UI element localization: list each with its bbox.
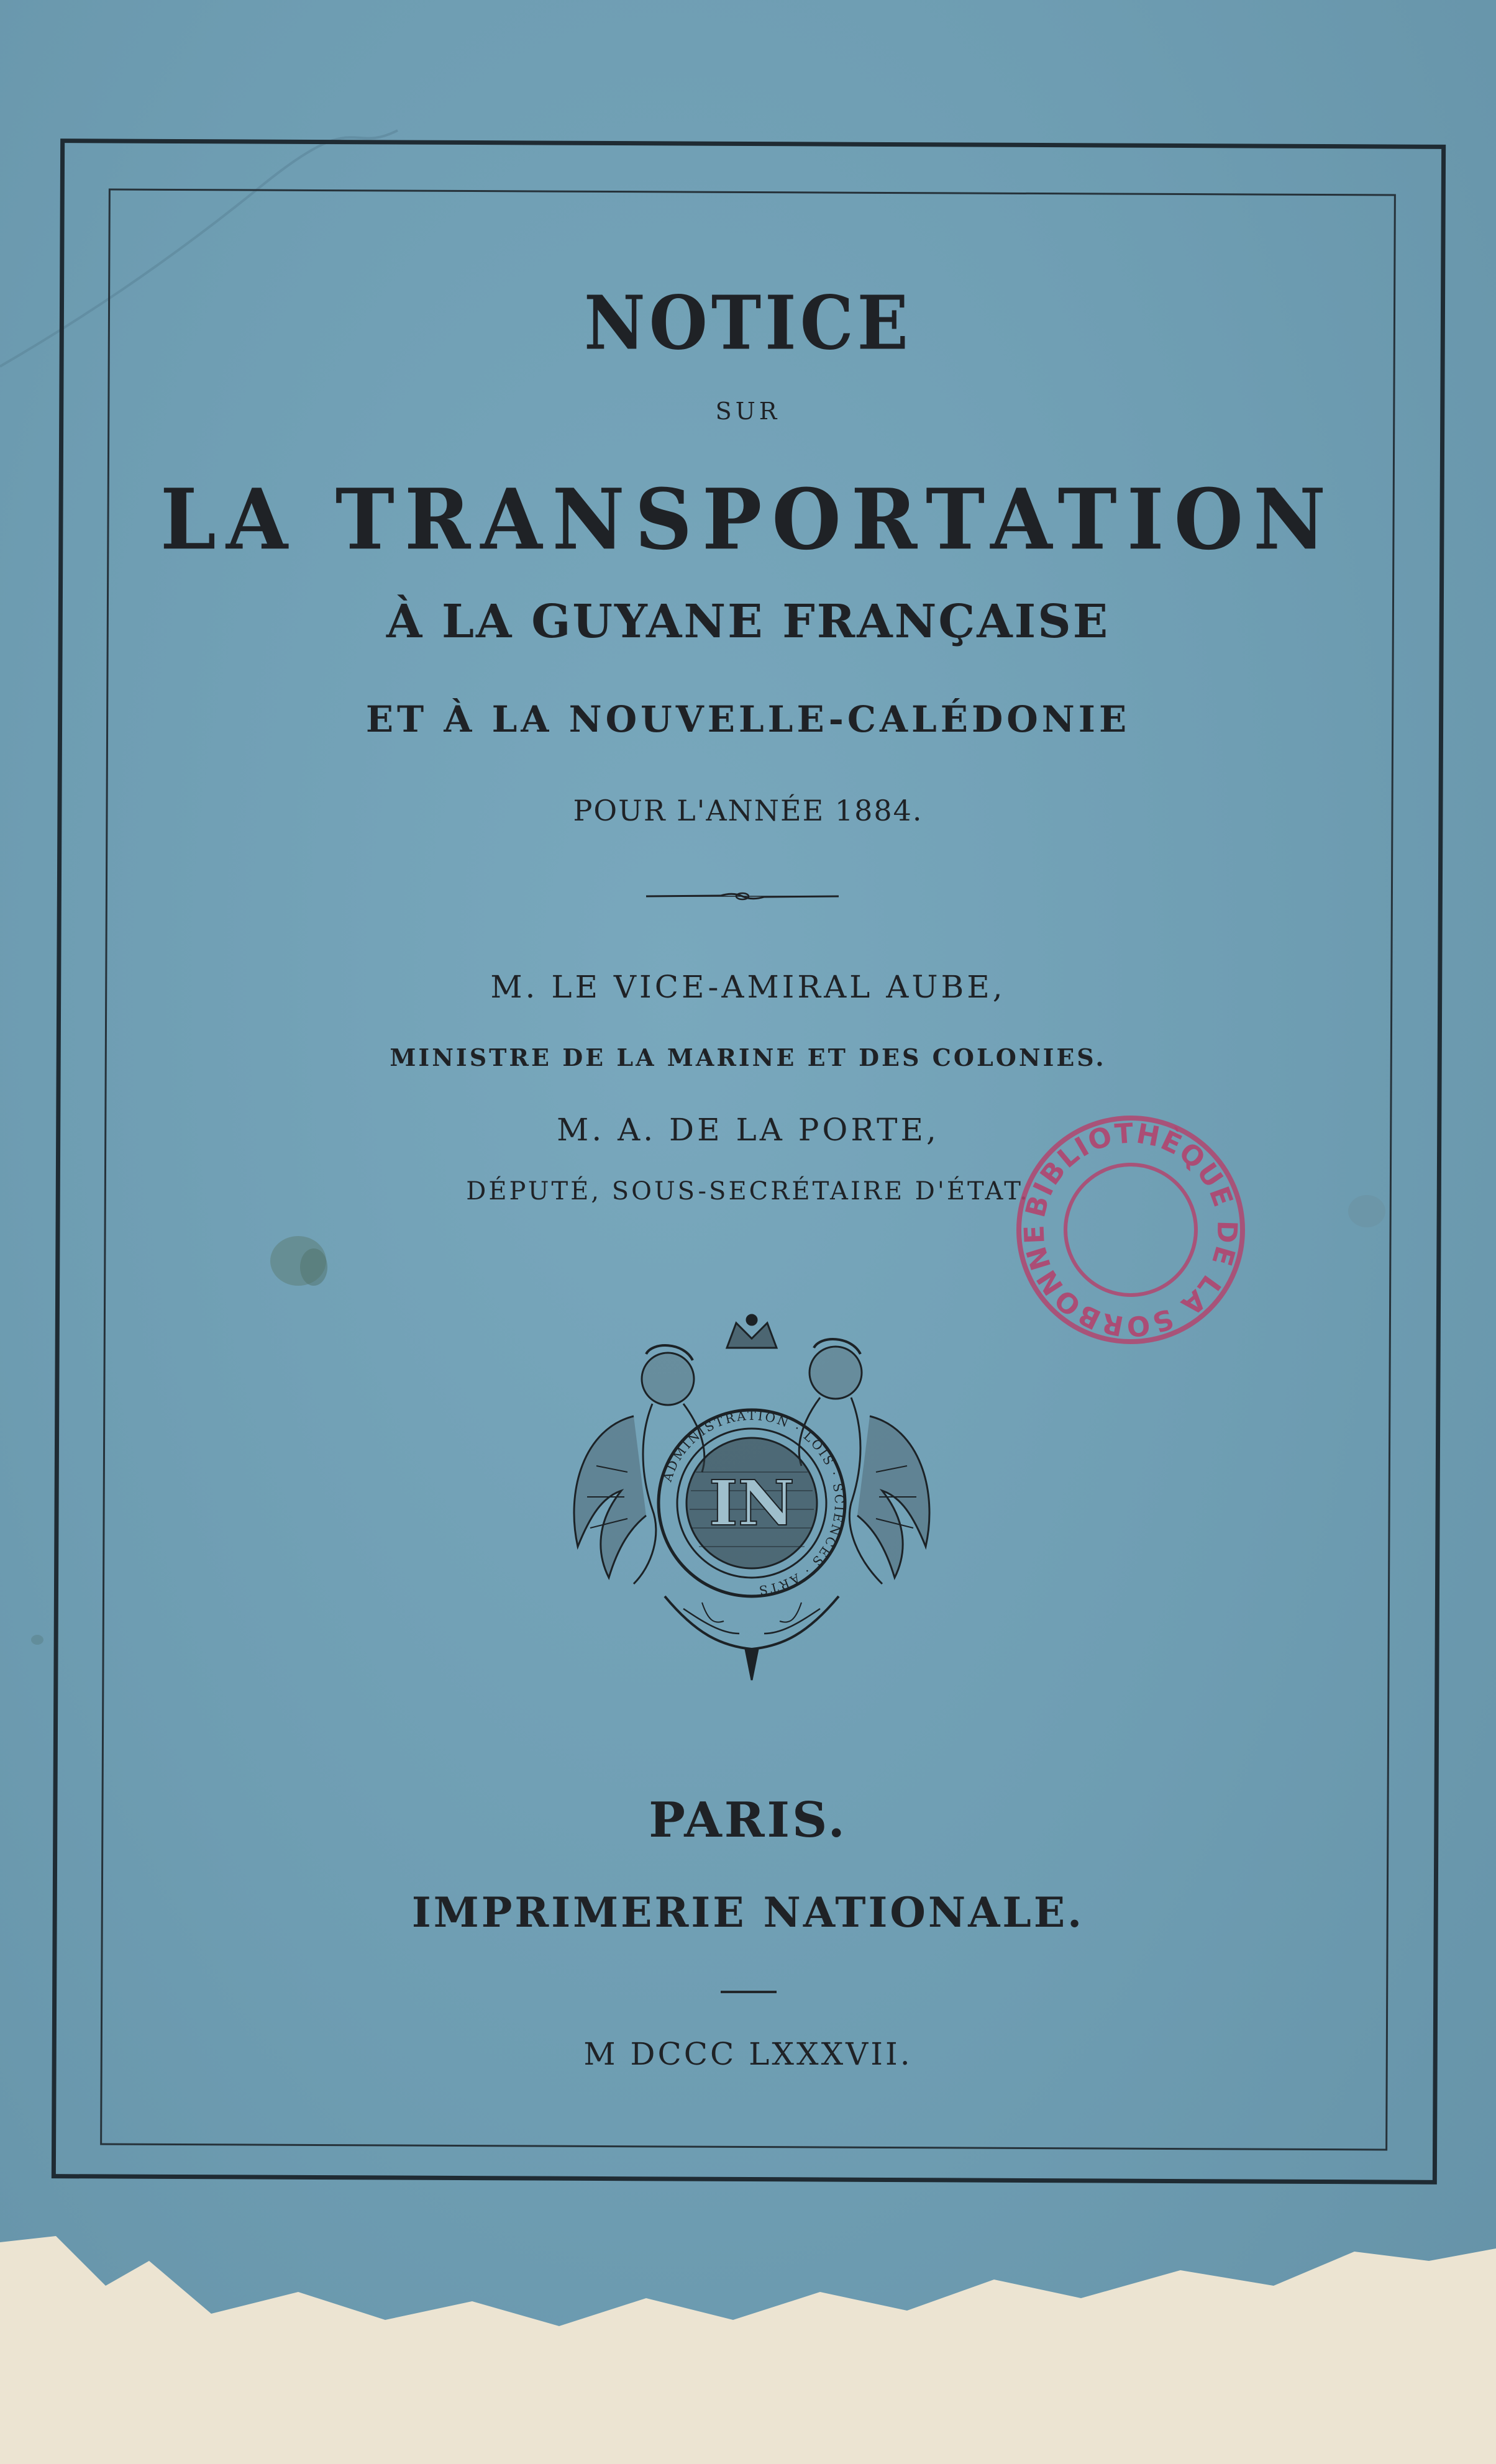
title-notice: NOTICE [584, 280, 912, 367]
imprint-rule [721, 1991, 777, 1993]
imprimerie-nationale-emblem [559, 1311, 944, 1683]
stamp-text: BIBLIOTHÈQUE DE LA SORBONNE [1018, 1117, 1243, 1342]
imprint-city: PARIS. [649, 1792, 847, 1848]
library-stamp [1006, 1106, 1255, 1354]
imprint-date: M DCCC LXXXVII. [583, 2036, 913, 2072]
title-transportation: LA TRANSPORTATION [160, 471, 1336, 569]
title-sur: SUR [715, 398, 781, 425]
ornament-divider [646, 887, 839, 906]
emblem-monogram: IN [708, 1466, 795, 1540]
minister-title: MINISTRE DE LA MARINE ET DES COLONIES. [390, 1043, 1106, 1071]
deputy-name: M. A. DE LA PORTE, [557, 1112, 939, 1148]
deputy-title: DÉPUTÉ, SOUS-SECRÉTAIRE D'ÉTAT. [466, 1177, 1030, 1206]
minister-name: M. LE VICE-AMIRAL AUBE, [490, 969, 1006, 1005]
emblem-motto: ADMINISTRATION · LOIS · SCIENCES · ARTS [659, 1407, 847, 1598]
title-guyane: À LA GUYANE FRANÇAISE [386, 595, 1110, 648]
title-year: POUR L'ANNÉE 1884. [573, 794, 923, 827]
title-nouvelle-caledonie: ET À LA NOUVELLE-CALÉDONIE [365, 698, 1131, 740]
imprint-printer: IMPRIMERIE NATIONALE. [411, 1888, 1085, 1937]
